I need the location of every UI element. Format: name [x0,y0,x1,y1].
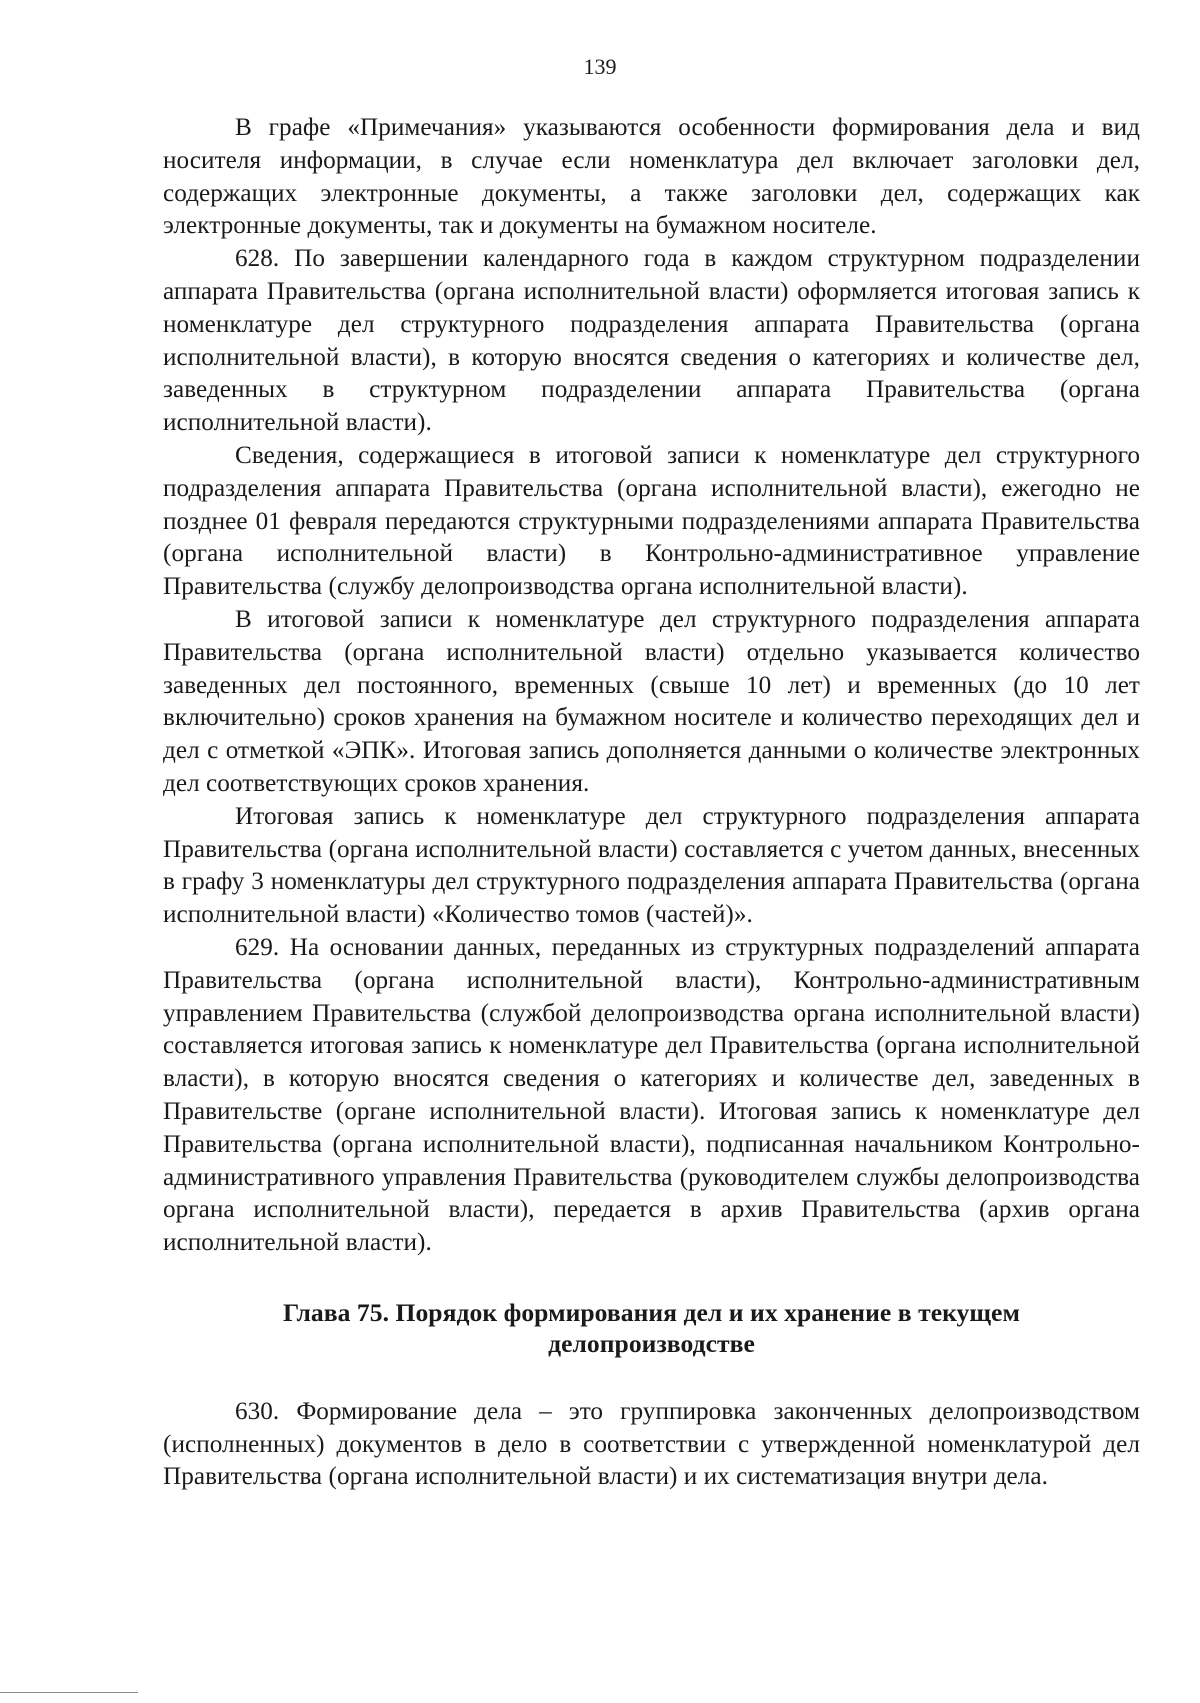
document-body [163,112,1140,1494]
paragraph-remarks-column: В графе «Примечания» указываются особенности формирования дела и вид носителя информации, в случае если номенклатура дел включает заголовки дел, содержащих электронные документы, а также заголовки дел, содержащих как электронные документы, так и документы на бумажном носителе. [163,114,1140,240]
chapter-heading-line-1: Глава 75. Порядок формирования дел и их хранение в текущем [283,1297,1020,1327]
footer-divider [0,1692,138,1693]
chapter-heading-line-2: делопроизводстве [548,1329,755,1359]
paragraph-summary-volumes: Итоговая запись к номенклатуре дел структурного подразделения аппарата Правительства (органа исполнительной власти) составляется с учетом данных, внесенных в графу 3 номенклатуры дел структурного подразделения аппарата Правительства (органа исполнительной власти) «Количество томов (частей)». [163,802,1140,929]
paragraph-629: 629. На основании данных, переданных из структурных подразделений аппарата Правительства (органа исполнительной власти), Контрольно-административным управлением Правительства (службой делопроизводства органа исполнительной власти) составляется итоговая запись к номенклатуре дел Правительства (органа исполнительной власти), в которую вносятся сведения о категориях и количестве дел, заведенных в Правительстве (органе исполнительной власти). Итоговая запись к номенклатуре дел Правительства (органа исполнительной власти), подписанная начальником Контрольно-административного управления Правительства (руководителем службы делопроизводства органа исполнительной власти), передается в архив Правительства (архив органа исполнительной власти). [163,933,1140,1257]
chapter-heading [163,1297,1140,1360]
page-number: 139 [583,54,617,79]
paragraph-summary-counts: В итоговой записи к номенклатуре дел структурного подразделения аппарата Правительства (органа исполнительной власти) отдельно указывается количество заведенных дел постоянного, временных (свыше 10 лет) и временных (до 10 лет включительно) сроков хранения на бумажном носителе и количество переходящих дел и дел с отметкой «ЭПК». Итоговая запись дополняется данными о количестве электронных дел соответствующих сроков хранения. [163,605,1140,797]
paragraph-628: 628. По завершении календарного года в каждом структурном подразделении аппарата Правительства (органа исполнительной власти) оформляется итоговая запись к номенклатуре дел структурного подразделения аппарата Правительства (органа исполнительной власти), в которую вносятся сведения о категориях и количестве дел, заведенных в структурном подразделении аппарата Правительства (органа исполнительной власти). [163,245,1140,437]
paragraph-630: 630. Формирование дела – это группировка законченных делопроизводством (исполненных) документов в дело в соответствии с утвержденной номенклатурой дел Правительства (органа исполнительной власти) и их систематизация внутри дела. [163,1397,1140,1491]
paragraph-summary-info: Сведения, содержащиеся в итоговой записи к номенклатуре дел структурного подразделения аппарата Правительства (органа исполнительной власти), ежегодно не позднее 01 февраля передаются структурными подразделениями аппарата Правительства (органа исполнительной власти) в Контрольно-административное управление Правительства (службу делопроизводства органа исполнительной власти). [163,441,1140,601]
